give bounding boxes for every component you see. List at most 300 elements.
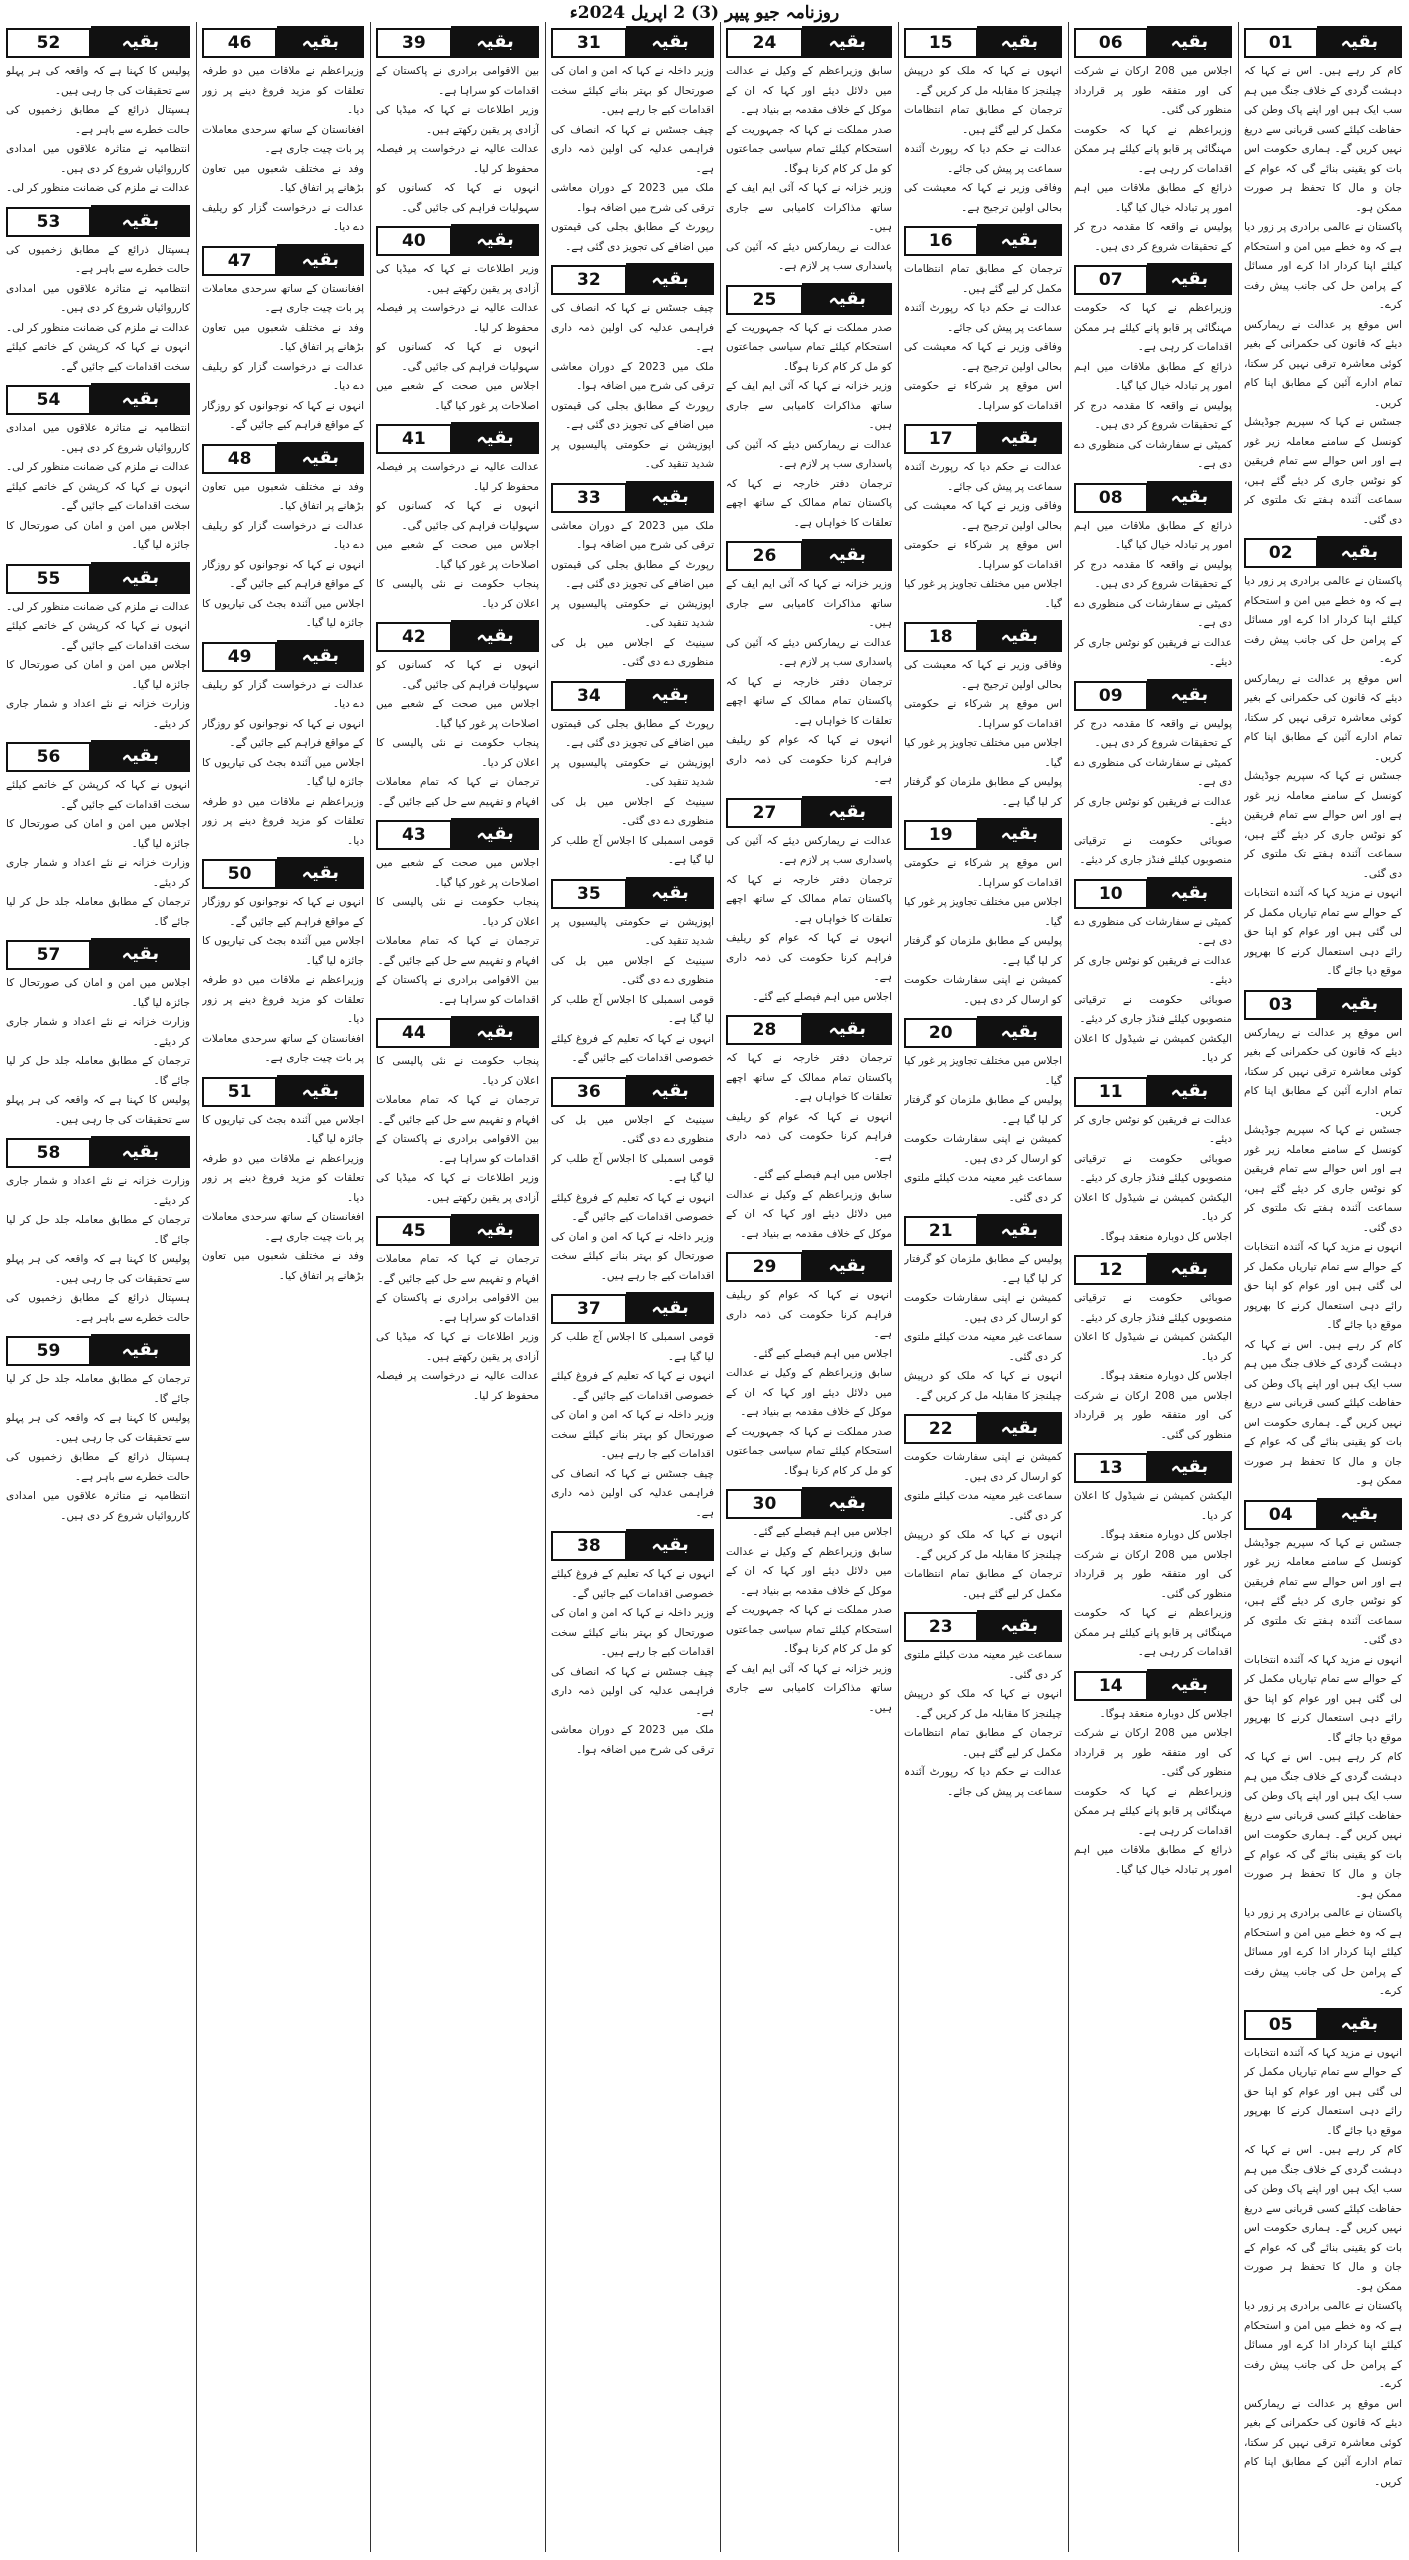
continuation-label: بقیہ <box>802 1013 892 1045</box>
continuation-box <box>6 740 190 772</box>
continuation-box <box>202 1075 364 1107</box>
continuation-number: 43 <box>376 820 452 850</box>
article-text: عدالت نے درخواست گزار کو ریلیف دے دیا۔ <box>202 201 364 233</box>
article-text: وزیراعظم نے ملاقات میں دو طرفہ تعلقات کو مزید فروغ دینے پر زور دیا۔ <box>202 795 364 847</box>
continuation-box <box>376 1016 539 1048</box>
article-text: عدالت نے فریقین کو نوٹس جاری کر دیئے۔ <box>1074 636 1232 668</box>
article-text: انہوں نے کہا کہ کسانوں کو سہولیات فراہم کی جائیں گی۔ <box>376 341 539 373</box>
continuation-number: 39 <box>376 28 452 58</box>
continuation-number: 23 <box>904 1612 978 1642</box>
continuation-number: 34 <box>551 681 627 711</box>
article-text: ترجمان کے مطابق معاملہ جلد حل کر لیا جائے گا۔ <box>6 1214 190 1246</box>
article-text: الیکشن کمیشن نے شیڈول کا اعلان کر دیا۔ <box>1074 1490 1232 1522</box>
article-text: اجلاس میں صحت کے شعبے میں اصلاحات پر غور کیا گیا۔ <box>376 539 539 571</box>
continuation-label: بقیہ <box>977 1412 1062 1444</box>
article-text: صوبائی حکومت نے ترقیاتی منصوبوں کیلئے فنڈز جاری کر دیئے۔ <box>1074 834 1232 866</box>
continuation-box <box>1074 877 1232 909</box>
article-text: صوبائی حکومت نے ترقیاتی منصوبوں کیلئے فنڈز جاری کر دیئے۔ <box>1074 1292 1232 1324</box>
continuation-label: بقیہ <box>91 1334 190 1366</box>
article-text: عدالت نے ریمارکس دیئے کہ آئین کی پاسداری سب پر لازم ہے۔ <box>726 834 892 866</box>
article-text: انہوں نے کہا کہ کسانوں کو سہولیات فراہم کی جائیں گی۔ <box>376 659 539 691</box>
continuation-box <box>1074 481 1232 513</box>
article-text: اجلاس کل دوبارہ منعقد ہوگا۔ <box>1099 1707 1232 1720</box>
continuation-box <box>726 1487 892 1519</box>
continuation-box <box>904 1016 1062 1048</box>
article-text: کمیشن نے اپنی سفارشات حکومت کو ارسال کر دی ہیں۔ <box>904 1292 1062 1324</box>
continuation-box <box>1074 679 1232 711</box>
continuation-label: بقیہ <box>626 1292 714 1324</box>
article-text: عدالت نے ریمارکس دیئے کہ آئین کی پاسداری سب پر لازم ہے۔ <box>726 636 892 668</box>
continuation-number: 59 <box>6 1336 91 1366</box>
article-text: پولیس کا کہنا ہے کہ واقعہ کی ہر پہلو سے تحقیقات کی جا رہی ہیں۔ <box>6 1253 190 1285</box>
continuation-box <box>376 818 539 850</box>
continuation-label: بقیہ <box>626 1075 714 1107</box>
article-text: انہوں نے کہا کہ کرپشن کے خاتمے کیلئے سخت اقدامات کیے جائیں گے۔ <box>6 779 190 811</box>
continuation-number: 47 <box>202 246 277 276</box>
article-text: سینیٹ کے اجلاس میں بل کی منظوری دے دی گئی۔ <box>551 1113 714 1145</box>
article-text: کمیٹی نے سفارشات کی منظوری دے دی ہے۔ <box>1074 915 1232 947</box>
article-text: اجلاس میں 208 ارکان نے شرکت کی اور متفقہ طور پر قرارداد منظور کی گئی۔ <box>1074 1548 1232 1600</box>
continuation-label: بقیہ <box>277 640 364 672</box>
continuation-number: 13 <box>1074 1453 1148 1483</box>
article-text: پولیس نے واقعہ کا مقدمہ درج کر کے تحقیقات شروع کر دی ہیں۔ <box>1074 717 1232 749</box>
continuation-label: بقیہ <box>1147 1451 1232 1483</box>
continuation-box <box>202 26 364 58</box>
column-3 <box>904 20 1062 2556</box>
article-text: اس موقع پر عدالت نے ریمارکس دیئے کہ قانون کی حکمرانی کے بغیر کوئی معاشرہ ترقی نہیں کر سکتا، تمام ادارے آئین کے مطابق اپنا کام کریں۔ <box>1244 672 1402 763</box>
article-text: رپورٹ کے مطابق بجلی کی قیمتوں میں اضافے کی تجویز دی گئی ہے۔ <box>551 558 714 590</box>
article-text: ترجمان کے مطابق معاملہ جلد حل کر لیا جائے گا۔ <box>6 896 190 928</box>
continuation-label: بقیہ <box>1147 1253 1232 1285</box>
continuation-label: بقیہ <box>977 1016 1062 1048</box>
article-text: اجلاس میں 208 ارکان نے شرکت کی اور متفقہ طور پر قرارداد منظور کی گئی۔ <box>1074 1727 1232 1778</box>
continuation-number: 01 <box>1244 28 1318 58</box>
continuation-label: بقیہ <box>626 263 714 295</box>
article-text: اجلاس میں 208 ارکان نے شرکت کی اور متفقہ طور پر قرارداد منظور کی گئی۔ <box>1074 1389 1232 1441</box>
article-text: قومی اسمبلی کا اجلاس آج طلب کر لیا گیا ہے۔ <box>551 1152 714 1184</box>
article-text: پولیس کے مطابق ملزمان کو گرفتار کر لیا گیا ہے۔ <box>904 776 1062 808</box>
article-text: عدالت نے ملزم کی ضمانت منظور کر لی۔ <box>6 182 190 194</box>
continuation-number: 28 <box>726 1015 803 1045</box>
article-text: ذرائع کے مطابق ملاقات میں اہم امور پر تبادلہ خیال کیا گیا۔ <box>1074 360 1232 392</box>
article-text: عدالت عالیہ نے درخواست پر فیصلہ محفوظ کر لیا۔ <box>376 1370 539 1402</box>
article-text: ترجمان کے مطابق تمام انتظامات مکمل کر لیے گئے ہیں۔ <box>904 263 1062 295</box>
continuation-number: 07 <box>1074 265 1148 295</box>
article-text: انہوں نے کہا کہ تعلیم کے فروغ کیلئے خصوصی اقدامات کیے جائیں گے۔ <box>551 1191 714 1223</box>
continuation-number: 05 <box>1244 2010 1318 2040</box>
article-text: وزیراعظم نے کہا کہ حکومت مہنگائی پر قابو پانے کیلئے ہر ممکن اقدامات کر رہی ہے۔ <box>1074 1785 1232 1837</box>
continuation-label: بقیہ <box>1317 1498 1402 1530</box>
article-text: انتظامیہ نے متاثرہ علاقوں میں امدادی کارروائیاں شروع کر دی ہیں۔ <box>6 143 190 175</box>
article-text: اجلاس میں اہم فیصلے کیے گئے۔ <box>752 1526 892 1538</box>
continuation-box <box>6 26 190 58</box>
continuation-box <box>1074 1451 1232 1483</box>
article-text: وزارت خزانہ نے نئے اعداد و شمار جاری کر دیئے۔ <box>6 698 190 730</box>
article-text: انہوں نے کہا کہ تعلیم کے فروغ کیلئے خصوصی اقدامات کیے جائیں گے۔ <box>551 1568 714 1600</box>
article-text: وزیر خزانہ نے کہا کہ آئی ایم ایف کے ساتھ مذاکرات کامیابی سے جاری ہیں۔ <box>726 578 892 629</box>
continuation-label: بقیہ <box>91 562 190 594</box>
article-text: پولیس نے واقعہ کا مقدمہ درج کر کے تحقیقات شروع کر دی ہیں۔ <box>1074 558 1232 590</box>
article-text: پولیس کا کہنا ہے کہ واقعہ کی ہر پہلو سے تحقیقات کی جا رہی ہیں۔ <box>6 65 190 97</box>
article-text: اپوزیشن نے حکومتی پالیسیوں پر شدید تنقید کی۔ <box>551 756 714 788</box>
article-text: عدالت نے فریقین کو نوٹس جاری کر دیئے۔ <box>1074 795 1232 827</box>
continuation-box <box>551 1292 714 1324</box>
article-text: جسٹس نے کہا کہ سپریم جوڈیشل کونسل کے سامنے معاملہ زیر غور ہے اور اس حوالے سے تمام فریقین کو نوٹس جاری کر دیئے گئے ہیں، سماعت آئندہ ہفتے تک ملتوی کر دی گئی۔ <box>1244 1536 1402 1646</box>
article-text: پولیس کا کہنا ہے کہ واقعہ کی ہر پہلو سے تحقیقات کی جا رہی ہیں۔ <box>6 1094 190 1126</box>
article-text: اجلاس میں اہم فیصلے کیے گئے۔ <box>752 1347 892 1360</box>
continuation-label: بقیہ <box>977 818 1062 850</box>
continuation-label: بقیہ <box>277 442 364 474</box>
continuation-box <box>202 244 364 276</box>
article-text: وزیراعظم نے ملاقات میں دو طرفہ تعلقات کو مزید فروغ دینے پر زور دیا۔ <box>202 974 364 1025</box>
continuation-box <box>904 818 1062 850</box>
article-text: ہسپتال ذرائع کے مطابق زخمیوں کی حالت خطرے سے باہر ہے۔ <box>6 104 190 136</box>
continuation-number: 10 <box>1074 879 1148 909</box>
article-text: کمیٹی نے سفارشات کی منظوری دے دی ہے۔ <box>1074 438 1232 470</box>
continuation-number: 29 <box>726 1252 803 1282</box>
article-text: اجلاس میں مختلف تجاویز پر غور کیا گیا۔ <box>904 578 1062 610</box>
article-text: اس موقع پر عدالت نے ریمارکس دیئے کہ قانون کی حکمرانی کے بغیر کوئی معاشرہ ترقی نہیں کر سکتا، تمام ادارے آئین کے مطابق اپنا کام کریں۔ <box>1244 318 1402 409</box>
article-text: عدالت نے فریقین کو نوٹس جاری کر دیئے۔ <box>1074 954 1232 986</box>
article-text: عدالت عالیہ نے درخواست پر فیصلہ محفوظ کر لیا۔ <box>376 143 539 175</box>
continuation-number: 04 <box>1244 1500 1318 1530</box>
article-text: انہوں نے کہا کہ کسانوں کو سہولیات فراہم کی جائیں گی۔ <box>376 182 539 214</box>
article-text: عدالت نے فریقین کو نوٹس جاری کر دیئے۔ <box>1074 1113 1232 1145</box>
continuation-label: بقیہ <box>451 1214 539 1246</box>
article-text: صوبائی حکومت نے ترقیاتی منصوبوں کیلئے فنڈز جاری کر دیئے۔ <box>1074 993 1232 1025</box>
article-text: سماعت غیر معینہ مدت کیلئے ملتوی کر دی گئی۔ <box>904 1331 1062 1363</box>
article-text: اجلاس میں آئندہ بجٹ کی تیاریوں کا جائزہ لیا گیا۔ <box>202 1113 364 1145</box>
article-text: کام کر رہے ہیں۔ اس نے کہا کہ دہشت گردی کے خلاف جنگ میں ہم سب ایک ہیں اور اپنے پاک وطن کی حفاظت کیلئے کسی قربانی سے دریغ نہیں کریں گے۔ ہماری حکومت اس بات کو یقینی بنائے گی کہ عوام کے جان و مال کا تحفظ ہر صورت ممکن ہو۔ <box>1244 1338 1402 1487</box>
continuation-label: بقیہ <box>1147 263 1232 295</box>
article-text: ملک میں 2023 کے دوران معاشی ترقی کی شرح میں اضافہ ہوا۔ <box>551 360 714 392</box>
continuation-box <box>904 26 1062 58</box>
continuation-number: 53 <box>6 207 91 237</box>
article-text: پنجاب حکومت نے نئی پالیسی کا اعلان کر دیا۔ <box>376 896 539 928</box>
article-text: بین الاقوامی برادری نے پاکستان کے اقدامات کو سراہا ہے۔ <box>376 1133 539 1165</box>
article-text: اجلاس میں امن و امان کی صورتحال کا جائزہ لیا گیا۔ <box>6 519 190 551</box>
article-text: وفد نے مختلف شعبوں میں تعاون بڑھانے پر اتفاق کیا۔ <box>202 321 364 353</box>
article-text: انہوں نے مزید کہا کہ آئندہ انتخابات کے حوالے سے تمام تیاریاں مکمل کر لی گئی ہیں اور عوام کو اپنا حق رائے دہی استعمال کرنے کا بھرپور موقع دیا جائے گا۔ <box>1244 1241 1402 1331</box>
article-text: کمیشن نے اپنی سفارشات حکومت کو ارسال کر دی ہیں۔ <box>904 974 1062 1006</box>
continuation-box <box>1244 2008 1402 2040</box>
article-text: اس موقع پر عدالت نے ریمارکس دیئے کہ قانون کی حکمرانی کے بغیر کوئی معاشرہ ترقی نہیں کر سکتا، تمام ادارے آئین کے مطابق اپنا کام کریں۔ <box>1244 2397 1402 2488</box>
continuation-label: بقیہ <box>802 539 892 571</box>
continuation-box <box>551 679 714 711</box>
article-text: افغانستان کے ساتھ سرحدی معاملات پر بات چیت جاری ہے۔ <box>202 1211 364 1243</box>
article-text: انہوں نے کہا کہ تعلیم کے فروغ کیلئے خصوصی اقدامات کیے جائیں گے۔ <box>551 1370 714 1402</box>
article-text: عدالت نے ریمارکس دیئے کہ آئین کی پاسداری سب پر لازم ہے۔ <box>726 240 892 272</box>
article-text: انہوں نے کہا کہ ملک کو درپیش چیلنجز کا مقابلہ مل کر کریں گے۔ <box>904 1370 1062 1402</box>
continuation-box <box>551 263 714 295</box>
continuation-label: بقیہ <box>1147 26 1232 58</box>
article-text: عدالت نے ریمارکس دیئے کہ آئین کی پاسداری سب پر لازم ہے۔ <box>726 438 892 470</box>
article-text: افغانستان کے ساتھ سرحدی معاملات پر بات چیت جاری ہے۔ <box>202 123 364 155</box>
continuation-number: 49 <box>202 642 277 672</box>
article-text: ذرائع کے مطابق ملاقات میں اہم امور پر تبادلہ خیال کیا گیا۔ <box>1074 182 1232 214</box>
continuation-number: 33 <box>551 483 627 513</box>
article-text: اجلاس میں صحت کے شعبے میں اصلاحات پر غور کیا گیا۔ <box>376 380 539 412</box>
article-text: جسٹس نے کہا کہ سپریم جوڈیشل کونسل کے سامنے معاملہ زیر غور ہے اور اس حوالے سے تمام فریقین کو نوٹس جاری کر دیئے گئے ہیں، سماعت آئندہ ہفتے تک ملتوی کر دی گئی۔ <box>1244 416 1402 526</box>
article-text: پنجاب حکومت نے نئی پالیسی کا اعلان کر دیا۔ <box>376 578 539 610</box>
continuation-number: 44 <box>376 1018 452 1048</box>
continuation-label: بقیہ <box>1147 1669 1232 1701</box>
continuation-number: 16 <box>904 226 978 256</box>
continuation-box <box>376 224 539 256</box>
article-text: انہوں نے کہا کہ ملک کو درپیش چیلنجز کا مقابلہ مل کر کریں گے۔ <box>904 1529 1062 1561</box>
continuation-number: 20 <box>904 1018 978 1048</box>
continuation-label: بقیہ <box>277 244 364 276</box>
continuation-number: 17 <box>904 424 978 454</box>
continuation-label: بقیہ <box>1147 481 1232 513</box>
article-text: انہوں نے کہا کہ نوجوانوں کو روزگار کے مواقع فراہم کیے جائیں گے۔ <box>202 717 364 749</box>
article-text: اجلاس میں اہم فیصلے کیے گئے۔ <box>752 990 892 1003</box>
article-text: وزارت خزانہ نے نئے اعداد و شمار جاری کر دیئے۔ <box>6 1175 190 1207</box>
continuation-number: 24 <box>726 28 803 58</box>
article-text: ترجمان کے مطابق تمام انتظامات مکمل کر لیے گئے ہیں۔ <box>904 104 1062 136</box>
continuation-number: 03 <box>1244 990 1318 1020</box>
article-text: الیکشن کمیشن نے شیڈول کا اعلان کر دیا۔ <box>1074 1191 1232 1223</box>
continuation-label: بقیہ <box>977 1214 1062 1246</box>
article-text: صدر مملکت نے کہا کہ جمہوریت کے استحکام کیلئے تمام سیاسی جماعتوں کو مل کر کام کرنا ہوگا۔ <box>726 1604 892 1655</box>
continuation-box <box>726 1250 892 1282</box>
article-text: انتظامیہ نے متاثرہ علاقوں میں امدادی کارروائیاں شروع کر دی ہیں۔ <box>6 282 190 314</box>
article-text: انہوں نے کہا کہ کرپشن کے خاتمے کیلئے سخت اقدامات کیے جائیں گے۔ <box>6 480 190 512</box>
continuation-box <box>551 1529 714 1561</box>
article-text: پولیس نے واقعہ کا مقدمہ درج کر کے تحقیقات شروع کر دی ہیں۔ <box>1074 399 1232 431</box>
continuation-label: بقیہ <box>802 26 892 58</box>
article-text: اجلاس میں آئندہ بجٹ کی تیاریوں کا جائزہ لیا گیا۔ <box>202 935 364 967</box>
article-text: ترجمان کے مطابق تمام انتظامات مکمل کر لیے گئے ہیں۔ <box>904 1727 1062 1759</box>
continuation-box <box>376 620 539 652</box>
continuation-label: بقیہ <box>277 26 364 58</box>
continuation-label: بقیہ <box>1317 2008 1402 2040</box>
continuation-label: بقیہ <box>91 1136 190 1168</box>
continuation-label: بقیہ <box>451 818 539 850</box>
continuation-label: بقیہ <box>451 224 539 256</box>
continuation-box <box>1244 988 1402 1020</box>
article-text: انہوں نے کہا کہ کسانوں کو سہولیات فراہم کی جائیں گی۔ <box>376 500 539 532</box>
continuation-number: 57 <box>6 940 91 970</box>
article-text: انہوں نے کہا کہ عوام کو ریلیف فراہم کرنا حکومت کی ذمہ داری ہے۔ <box>726 932 892 983</box>
continuation-number: 09 <box>1074 681 1148 711</box>
article-text: پاکستان نے عالمی برادری پر زور دیا ہے کہ وہ خطے میں امن و استحکام کیلئے اپنا کردار ادا کرے اور مسائل کے پرامن حل کی جانب پیش رفت کرے۔ <box>1244 2300 1402 2390</box>
article-text: اجلاس میں مختلف تجاویز پر غور کیا گیا۔ <box>904 1055 1062 1087</box>
article-text: پولیس کے مطابق ملزمان کو گرفتار کر لیا گیا ہے۔ <box>904 935 1062 967</box>
continuation-label: بقیہ <box>626 26 714 58</box>
continuation-number: 06 <box>1074 28 1148 58</box>
article-text: بین الاقوامی برادری نے پاکستان کے اقدامات کو سراہا ہے۔ <box>376 1292 539 1324</box>
continuation-number: 26 <box>726 541 803 571</box>
article-text: عدالت عالیہ نے درخواست پر فیصلہ محفوظ کر لیا۔ <box>376 461 539 493</box>
column-8 <box>6 20 190 2556</box>
continuation-box <box>6 205 190 237</box>
article-text: سماعت غیر معینہ مدت کیلئے ملتوی کر دی گئی۔ <box>904 1490 1062 1522</box>
article-text: انہوں نے کہا کہ ملک کو درپیش چیلنجز کا مقابلہ مل کر کریں گے۔ <box>904 1688 1062 1720</box>
article-text: سابق وزیراعظم کے وکیل نے عدالت میں دلائل دیئے اور کہا کہ ان کے موکل کے خلاف مقدمہ بے بنیاد ہے۔ <box>726 1545 892 1597</box>
article-text: افغانستان کے ساتھ سرحدی معاملات پر بات چیت جاری ہے۔ <box>202 1032 364 1064</box>
continuation-number: 52 <box>6 28 91 58</box>
article-text: وفاقی وزیر نے کہا کہ معیشت کی بحالی اولین ترجیح ہے۔ <box>904 500 1062 532</box>
article-text: وزیر خزانہ نے کہا کہ آئی ایم ایف کے ساتھ مذاکرات کامیابی سے جاری ہیں۔ <box>726 380 892 431</box>
continuation-number: 38 <box>551 1531 627 1561</box>
article-text: صدر مملکت نے کہا کہ جمہوریت کے استحکام کیلئے تمام سیاسی جماعتوں کو مل کر کام کرنا ہوگا۔ <box>726 1425 892 1477</box>
article-text: افغانستان کے ساتھ سرحدی معاملات پر بات چیت جاری ہے۔ <box>202 282 364 314</box>
article-text: وفد نے مختلف شعبوں میں تعاون بڑھانے پر اتفاق کیا۔ <box>202 480 364 512</box>
continuation-box <box>202 857 364 889</box>
article-text: کمیٹی نے سفارشات کی منظوری دے دی ہے۔ <box>1074 756 1232 788</box>
continuation-number: 25 <box>726 285 803 315</box>
continuation-number: 55 <box>6 564 91 594</box>
article-text: اجلاس میں مختلف تجاویز پر غور کیا گیا۔ <box>904 737 1062 769</box>
continuation-box <box>904 1412 1062 1444</box>
article-text: ملک میں 2023 کے دوران معاشی ترقی کی شرح میں اضافہ ہوا۔ <box>551 182 714 214</box>
article-text: اجلاس میں صحت کے شعبے میں اصلاحات پر غور کیا گیا۔ <box>376 857 539 889</box>
article-text: پاکستان نے عالمی برادری پر زور دیا ہے کہ وہ خطے میں امن و استحکام کیلئے اپنا کردار ادا کرے اور مسائل کے پرامن حل کی جانب پیش رفت کرے۔ <box>1244 1907 1402 1997</box>
article-text: جسٹس نے کہا کہ سپریم جوڈیشل کونسل کے سامنے معاملہ زیر غور ہے اور اس حوالے سے تمام فریقین کو نوٹس جاری کر دیئے گئے ہیں، سماعت آئندہ ہفتے تک ملتوی کر دی گئی۔ <box>1244 770 1402 880</box>
article-text: سینیٹ کے اجلاس میں بل کی منظوری دے دی گئی۔ <box>551 795 714 827</box>
continuation-number: 15 <box>904 28 978 58</box>
article-text: وزارت خزانہ نے نئے اعداد و شمار جاری کر دیئے۔ <box>6 1016 190 1048</box>
article-text: پولیس نے واقعہ کا مقدمہ درج کر کے تحقیقات شروع کر دی ہیں۔ <box>1074 221 1232 253</box>
continuation-label: بقیہ <box>1317 536 1402 568</box>
article-text: عدالت نے درخواست گزار کو ریلیف دے دیا۔ <box>202 360 364 392</box>
continuation-number: 19 <box>904 820 978 850</box>
article-text: کمیشن نے اپنی سفارشات حکومت کو ارسال کر دی ہیں۔ <box>904 1451 1062 1483</box>
continuation-box <box>904 1610 1062 1642</box>
continuation-label: بقیہ <box>1147 679 1232 711</box>
article-text: وفد نے مختلف شعبوں میں تعاون بڑھانے پر اتفاق کیا۔ <box>202 162 364 194</box>
article-text: ترجمان دفتر خارجہ نے کہا کہ پاکستان تمام ممالک کے ساتھ اچھے تعلقات کا خواہاں ہے۔ <box>726 477 892 529</box>
article-text: وزیراعظم نے کہا کہ حکومت مہنگائی پر قابو پانے کیلئے ہر ممکن اقدامات کر رہی ہے۔ <box>1074 302 1232 353</box>
continuation-label: بقیہ <box>1147 1075 1232 1107</box>
continuation-label: بقیہ <box>802 1250 892 1282</box>
continuation-number: 50 <box>202 859 277 889</box>
page-header: روزنامہ جیو پیپر (3) 2 اپریل 2024ء <box>569 3 840 23</box>
article-text: پنجاب حکومت نے نئی پالیسی کا اعلان کر دیا۔ <box>376 1055 539 1087</box>
continuation-label: بقیہ <box>626 1529 714 1561</box>
continuation-label: بقیہ <box>1317 988 1402 1020</box>
continuation-box <box>6 1136 190 1168</box>
article-text: ملک میں 2023 کے دوران معاشی ترقی کی شرح میں اضافہ ہوا۔ <box>551 1724 714 1756</box>
article-text: قومی اسمبلی کا اجلاس آج طلب کر لیا گیا ہے۔ <box>551 993 714 1025</box>
article-text: پولیس کے مطابق ملزمان کو گرفتار کر لیا گیا ہے۔ <box>904 1094 1062 1126</box>
column-6 <box>376 20 539 2556</box>
continuation-box <box>1074 1669 1232 1701</box>
article-text: انہوں نے کہا کہ عوام کو ریلیف فراہم کرنا حکومت کی ذمہ داری ہے۔ <box>726 734 892 785</box>
article-text: اس موقع پر عدالت نے ریمارکس دیئے کہ قانون کی حکمرانی کے بغیر کوئی معاشرہ ترقی نہیں کر سکتا، تمام ادارے آئین کے مطابق اپنا کام کریں۔ <box>1244 1026 1402 1117</box>
article-text: وزیر اطلاعات نے کہا کہ میڈیا کی آزادی پر یقین رکھتے ہیں۔ <box>376 1172 539 1204</box>
article-text: وفد نے مختلف شعبوں میں تعاون بڑھانے پر اتفاق کیا۔ <box>202 1250 364 1282</box>
article-text: ترجمان دفتر خارجہ نے کہا کہ پاکستان تمام ممالک کے ساتھ اچھے تعلقات کا خواہاں ہے۔ <box>726 873 892 925</box>
article-text: اجلاس میں اہم فیصلے کیے گئے۔ <box>752 1169 892 1181</box>
article-text: ہسپتال ذرائع کے مطابق زخمیوں کی حالت خطرے سے باہر ہے۔ <box>6 243 190 275</box>
article-text: الیکشن کمیشن نے شیڈول کا اعلان کر دیا۔ <box>1074 1331 1232 1363</box>
article-text: سابق وزیراعظم کے وکیل نے عدالت میں دلائل دیئے اور کہا کہ ان کے موکل کے خلاف مقدمہ بے بنیاد ہے۔ <box>726 1367 892 1418</box>
article-text: اجلاس کل دوبارہ منعقد ہوگا۔ <box>1099 1370 1232 1382</box>
article-text: انہوں نے کہا کہ کرپشن کے خاتمے کیلئے سخت اقدامات کیے جائیں گے۔ <box>6 341 190 373</box>
article-text: ترجمان دفتر خارجہ نے کہا کہ پاکستان تمام ممالک کے ساتھ اچھے تعلقات کا خواہاں ہے۔ <box>726 1052 892 1103</box>
article-text: انتظامیہ نے متاثرہ علاقوں میں امدادی کارروائیاں شروع کر دی ہیں۔ <box>6 422 190 454</box>
continuation-box <box>726 1013 892 1045</box>
article-text: اجلاس میں مختلف تجاویز پر غور کیا گیا۔ <box>904 896 1062 928</box>
article-text: اپوزیشن نے حکومتی پالیسیوں پر شدید تنقید کی۔ <box>551 438 714 470</box>
article-text: وزیراعظم نے ملاقات میں دو طرفہ تعلقات کو مزید فروغ دینے پر زور دیا۔ <box>202 65 364 116</box>
continuation-number: 22 <box>904 1414 978 1444</box>
continuation-number: 30 <box>726 1489 803 1519</box>
article-text: کمیشن نے اپنی سفارشات حکومت کو ارسال کر دی ہیں۔ <box>904 1133 1062 1165</box>
article-text: انہوں نے کہا کہ نوجوانوں کو روزگار کے مواقع فراہم کیے جائیں گے۔ <box>202 896 364 928</box>
article-text: سینیٹ کے اجلاس میں بل کی منظوری دے دی گئی۔ <box>551 954 714 986</box>
article-text: ترجمان کے مطابق معاملہ جلد حل کر لیا جائے گا۔ <box>6 1373 190 1405</box>
article-text: وزیر داخلہ نے کہا کہ امن و امان کی صورتحال کو بہتر بنانے کیلئے سخت اقدامات کیے جا رہے ہیں۔ <box>551 65 714 116</box>
article-text: ذرائع کے مطابق ملاقات میں اہم امور پر تبادلہ خیال کیا گیا۔ <box>1074 1844 1232 1876</box>
article-text: ترجمان نے کہا کہ تمام معاملات افہام و تفہیم سے حل کیے جائیں گے۔ <box>376 1094 539 1126</box>
continuation-label: بقیہ <box>977 224 1062 256</box>
article-text: وزیر خزانہ نے کہا کہ آئی ایم ایف کے ساتھ مذاکرات کامیابی سے جاری ہیں۔ <box>726 1662 892 1714</box>
continuation-label: بقیہ <box>451 620 539 652</box>
continuation-number: 02 <box>1244 538 1318 568</box>
continuation-label: بقیہ <box>451 422 539 454</box>
article-text: انہوں نے مزید کہا کہ آئندہ انتخابات کے حوالے سے تمام تیاریاں مکمل کر لی گئی ہیں اور عوام کو اپنا حق رائے دہی استعمال کرنے کا بھرپور موقع دیا جائے گا۔ <box>1244 2046 1402 2137</box>
article-text: سماعت غیر معینہ مدت کیلئے ملتوی کر دی گئی۔ <box>904 1649 1062 1681</box>
article-text: اس موقع پر شرکاء نے حکومتی اقدامات کو سراہا۔ <box>904 857 1062 889</box>
article-text: پنجاب حکومت نے نئی پالیسی کا اعلان کر دیا۔ <box>376 737 539 769</box>
article-text: ترجمان نے کہا کہ تمام معاملات افہام و تفہیم سے حل کیے جائیں گے۔ <box>376 935 539 967</box>
continuation-number: 18 <box>904 622 978 652</box>
article-text: قومی اسمبلی کا اجلاس آج طلب کر لیا گیا ہے۔ <box>551 1331 714 1363</box>
article-text: جسٹس نے کہا کہ سپریم جوڈیشل کونسل کے سامنے معاملہ زیر غور ہے اور اس حوالے سے تمام فریقین کو نوٹس جاری کر دیئے گئے ہیں، سماعت آئندہ ہفتے تک ملتوی کر دی گئی۔ <box>1244 1124 1402 1234</box>
article-text: وزیر داخلہ نے کہا کہ امن و امان کی صورتحال کو بہتر بنانے کیلئے سخت اقدامات کیے جا رہے ہیں۔ <box>551 1607 714 1658</box>
continuation-label: بقیہ <box>626 481 714 513</box>
continuation-number: 27 <box>726 798 803 828</box>
article-text: اجلاس میں صحت کے شعبے میں اصلاحات پر غور کیا گیا۔ <box>376 698 539 730</box>
continuation-label: بقیہ <box>1147 877 1232 909</box>
article-text: کام کر رہے ہیں۔ اس نے کہا کہ دہشت گردی کے خلاف جنگ میں ہم سب ایک ہیں اور اپنے پاک وطن کی حفاظت کیلئے کسی قربانی سے دریغ نہیں کریں گے۔ ہماری حکومت اس بات کو یقینی بنائے گی کہ عوام کے جان و مال کا تحفظ ہر صورت ممکن ہو۔ <box>1244 65 1402 214</box>
article-text: وزیراعظم نے ملاقات میں دو طرفہ تعلقات کو مزید فروغ دینے پر زور دیا۔ <box>202 1152 364 1204</box>
article-text: صوبائی حکومت نے ترقیاتی منصوبوں کیلئے فنڈز جاری کر دیئے۔ <box>1074 1152 1232 1184</box>
continuation-number: 11 <box>1074 1077 1148 1107</box>
article-text: سابق وزیراعظم کے وکیل نے عدالت میں دلائل دیئے اور کہا کہ ان کے موکل کے خلاف مقدمہ بے بنیاد ہے۔ <box>726 65 892 116</box>
continuation-number: 42 <box>376 622 452 652</box>
article-text: کام کر رہے ہیں۔ اس نے کہا کہ دہشت گردی کے خلاف جنگ میں ہم سب ایک ہیں اور اپنے پاک وطن کی حفاظت کیلئے کسی قربانی سے دریغ نہیں کریں گے۔ ہماری حکومت اس بات کو یقینی بنائے گی کہ عوام کے جان و مال کا تحفظ ہر صورت ممکن ہو۔ <box>1244 1751 1402 1900</box>
article-text: عدالت نے ملزم کی ضمانت منظور کر لی۔ <box>6 600 190 613</box>
continuation-number: 35 <box>551 879 627 909</box>
continuation-box <box>726 796 892 828</box>
continuation-label: بقیہ <box>626 679 714 711</box>
continuation-box <box>904 1214 1062 1246</box>
article-text: پولیس کا کہنا ہے کہ واقعہ کی ہر پہلو سے تحقیقات کی جا رہی ہیں۔ <box>6 1412 190 1444</box>
continuation-box <box>1074 26 1232 58</box>
article-text: وزیر اطلاعات نے کہا کہ میڈیا کی آزادی پر یقین رکھتے ہیں۔ <box>376 104 539 136</box>
article-text: سماعت غیر معینہ مدت کیلئے ملتوی کر دی گئی۔ <box>904 1172 1062 1204</box>
continuation-box <box>6 1334 190 1366</box>
article-text: ملک میں 2023 کے دوران معاشی ترقی کی شرح میں اضافہ ہوا۔ <box>551 519 714 551</box>
continuation-number: 36 <box>551 1077 627 1107</box>
continuation-box <box>6 383 190 415</box>
article-text: عدالت نے حکم دیا کہ رپورٹ آئندہ سماعت پر پیش کی جائے۔ <box>904 302 1062 334</box>
article-text: وزیر اطلاعات نے کہا کہ میڈیا کی آزادی پر یقین رکھتے ہیں۔ <box>376 263 539 295</box>
article-text: بین الاقوامی برادری نے پاکستان کے اقدامات کو سراہا ہے۔ <box>376 974 539 1006</box>
article-text: رپورٹ کے مطابق بجلی کی قیمتوں میں اضافے کی تجویز دی گئی ہے۔ <box>551 717 714 749</box>
article-text: چیف جسٹس نے کہا کہ انصاف کی فراہمی عدلیہ کی اولین ذمہ داری ہے۔ <box>551 1467 714 1519</box>
article-text: وفاقی وزیر نے کہا کہ معیشت کی بحالی اولین ترجیح ہے۔ <box>904 659 1062 691</box>
continuation-box <box>551 1075 714 1107</box>
article-text: انہوں نے کہا کہ عوام کو ریلیف فراہم کرنا حکومت کی ذمہ داری ہے۔ <box>726 1289 892 1340</box>
continuation-number: 40 <box>376 226 452 256</box>
article-text: وفاقی وزیر نے کہا کہ معیشت کی بحالی اولین ترجیح ہے۔ <box>904 182 1062 214</box>
article-text: اجلاس میں امن و امان کی صورتحال کا جائزہ لیا گیا۔ <box>6 818 190 850</box>
